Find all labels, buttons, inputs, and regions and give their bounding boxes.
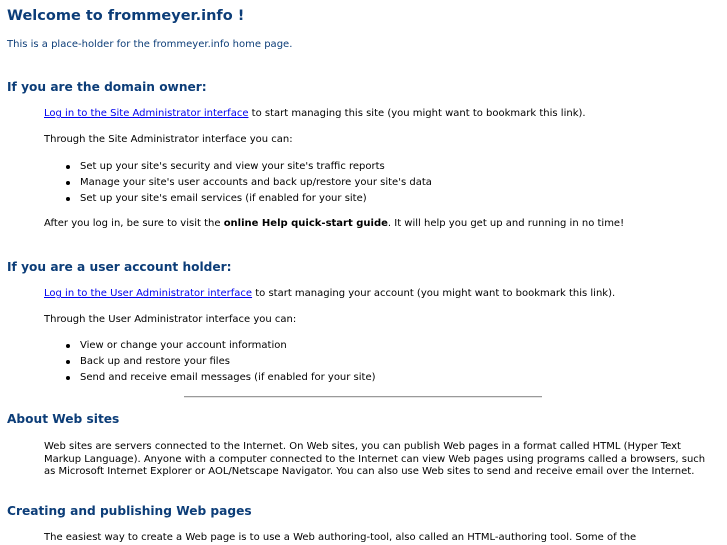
list-item: Manage your site's user accounts and back up/restore your site's data (80, 175, 432, 191)
about-web-sites-text: Web sites are servers connected to the Internet. On Web sites, you can publish Web pages in a format called HTML (Hyper Text Markup Language). Anyone with a computer connected to the Internet can view Web pages using programs called a browsers, such as Microsoft Internet Explorer or AOL/Netscape Navigator. You can also use Web sites to send and receive email over the Internet. (44, 441, 706, 477)
after-login-prefix: After you log in, be sure to visit the (44, 218, 224, 229)
user-admin-login-link[interactable]: Log in to the User Administrator interface (44, 288, 253, 299)
user-admin-feature-list (80, 338, 376, 386)
help-guide-text: online Help quick-start guide (223, 218, 388, 229)
site-admin-login-link[interactable]: Log in to the Site Administrator interface (44, 108, 249, 119)
domain-owner-heading: If you are the domain owner: (7, 80, 207, 94)
after-login-paragraph (44, 218, 624, 231)
user-account-heading: If you are a user account holder: (7, 260, 232, 274)
site-admin-link-suffix: to start managing this site (you might want to bookmark this link). (248, 108, 586, 119)
list-item: Back up and restore your files (80, 354, 376, 370)
user-admin-through-text: Through the User Administrator interface you can: (44, 314, 297, 325)
intro-text: This is a place-holder for the frommeyer.info home page. (7, 39, 293, 50)
user-admin-paragraph (44, 288, 615, 301)
section-divider (184, 396, 542, 398)
list-item: Send and receive email messages (if enabled for your site) (80, 370, 376, 386)
list-item: Set up your site's security and view your site's traffic reports (80, 159, 432, 175)
page-title: Welcome to frommeyer.info ! (7, 8, 245, 24)
creating-pages-text: The easiest way to create a Web page is to use a Web authoring-tool, also called an HTML-authoring tool. Some of the (44, 532, 637, 543)
site-admin-through-text: Through the Site Administrator interface you can: (44, 134, 293, 145)
list-item: Set up your site's email services (if enabled for your site) (80, 191, 432, 207)
creating-pages-heading: Creating and publishing Web pages (7, 504, 252, 518)
user-admin-link-suffix: to start managing your account (you might want to bookmark this link). (252, 288, 616, 299)
site-admin-feature-list (80, 159, 432, 207)
about-web-sites-heading: About Web sites (7, 412, 120, 426)
after-login-suffix: . It will help you get up and running in no time! (387, 218, 625, 229)
list-item: View or change your account information (80, 338, 376, 354)
site-admin-paragraph (44, 108, 586, 121)
